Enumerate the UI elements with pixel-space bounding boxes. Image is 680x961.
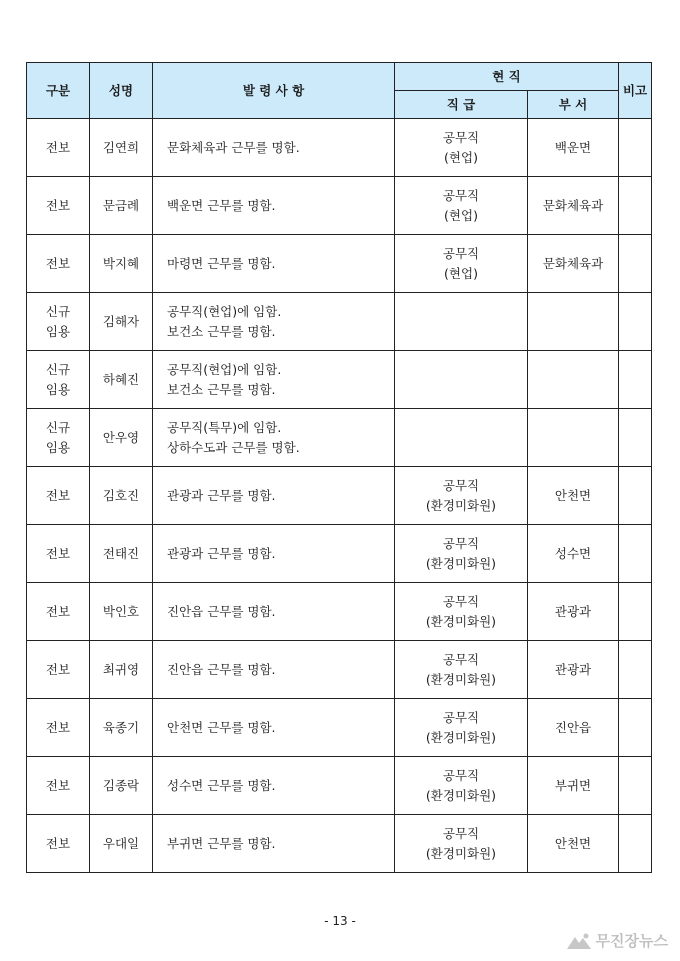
cell-grade (395, 351, 528, 409)
cell-grade (395, 757, 528, 815)
watermark (566, 930, 668, 951)
cell-name: 전태진 (90, 525, 153, 583)
table-row (27, 525, 652, 583)
header-action: 발 령 사 항 (153, 63, 395, 119)
cell-department: 부귀면 (528, 757, 619, 815)
cell-remarks (619, 583, 652, 641)
cell-action (153, 583, 395, 641)
header-current-position: 현 직 (395, 63, 619, 91)
cell-category (27, 409, 90, 467)
cell-category-line: 전보 (45, 603, 71, 619)
cell-grade (395, 583, 528, 641)
cell-department: 진안읍 (528, 699, 619, 757)
cell-grade-line: (현업) (444, 149, 478, 165)
cell-remarks (619, 641, 652, 699)
cell-action (153, 235, 395, 293)
header-category: 구분 (27, 63, 90, 119)
cell-category-line: 전보 (45, 661, 71, 677)
cell-category (27, 467, 90, 525)
table-row (27, 409, 652, 467)
cell-department (528, 293, 619, 351)
cell-department (528, 409, 619, 467)
cell-department: 성수면 (528, 525, 619, 583)
cell-grade-line: (환경미화원) (425, 845, 497, 861)
cell-grade (395, 235, 528, 293)
cell-name: 김연희 (90, 119, 153, 177)
table-row (27, 119, 652, 177)
cell-remarks (619, 351, 652, 409)
header-remarks: 비고 (619, 63, 652, 119)
cell-name: 김호진 (90, 467, 153, 525)
cell-remarks (619, 409, 652, 467)
cell-category-line: 전보 (45, 197, 71, 213)
cell-category-line: 전보 (45, 255, 71, 271)
table-row (27, 293, 652, 351)
cell-grade (395, 177, 528, 235)
cell-action-line: 보건소 근무를 명함. (167, 323, 276, 339)
cell-grade-line: (현업) (444, 265, 478, 281)
cell-grade (395, 815, 528, 873)
cell-grade-line: (환경미화원) (425, 497, 497, 513)
cell-remarks (619, 119, 652, 177)
cell-name: 우대일 (90, 815, 153, 873)
cell-remarks (619, 293, 652, 351)
cell-action (153, 699, 395, 757)
table-row (27, 699, 652, 757)
cell-action-line: 관광과 근무를 명함. (167, 487, 276, 503)
cell-remarks (619, 235, 652, 293)
cell-category (27, 757, 90, 815)
cell-action-line: 관광과 근무를 명함. (167, 545, 276, 561)
cell-category (27, 815, 90, 873)
cell-category (27, 293, 90, 351)
cell-action (153, 177, 395, 235)
cell-grade-line: 공무직 (442, 245, 480, 261)
cell-grade (395, 525, 528, 583)
cell-action (153, 641, 395, 699)
cell-grade (395, 467, 528, 525)
cell-grade-line: 공무직 (442, 709, 480, 725)
cell-grade-line: (환경미화원) (425, 729, 497, 745)
cell-action (153, 525, 395, 583)
cell-category (27, 699, 90, 757)
cell-category (27, 641, 90, 699)
cell-action-line: 안천면 근무를 명함. (167, 719, 276, 735)
cell-department: 관광과 (528, 583, 619, 641)
table-row (27, 177, 652, 235)
cell-category-line: 전보 (45, 719, 71, 735)
cell-department: 문화체육과 (528, 235, 619, 293)
watermark-text: 무진장뉴스 (595, 932, 668, 950)
cell-name: 김해자 (90, 293, 153, 351)
cell-grade (395, 293, 528, 351)
cell-grade-line: 공무직 (442, 187, 480, 203)
table-row (27, 757, 652, 815)
cell-action-line: 공무직(현업)에 임함. (167, 361, 282, 377)
cell-grade-line: 공무직 (442, 535, 480, 551)
cell-category-line: 전보 (45, 545, 71, 561)
mountain-logo-icon (566, 932, 592, 950)
table-row (27, 641, 652, 699)
cell-action (153, 467, 395, 525)
cell-department (528, 351, 619, 409)
cell-name: 안우영 (90, 409, 153, 467)
cell-name: 하혜진 (90, 351, 153, 409)
cell-grade-line: (환경미화원) (425, 555, 497, 571)
cell-department: 백운면 (528, 119, 619, 177)
cell-department: 관광과 (528, 641, 619, 699)
cell-department: 안천면 (528, 467, 619, 525)
cell-grade-line: 공무직 (442, 477, 480, 493)
cell-category-line: 전보 (45, 139, 71, 155)
table-header (27, 63, 652, 119)
cell-category-line: 임용 (45, 439, 71, 455)
cell-grade (395, 641, 528, 699)
cell-grade-line: 공무직 (442, 767, 480, 783)
cell-category-line: 신규 (45, 303, 71, 319)
cell-category (27, 177, 90, 235)
cell-action (153, 757, 395, 815)
cell-action-line: 공무직(특무)에 임함. (167, 419, 282, 435)
cell-action-line: 부귀면 근무를 명함. (167, 835, 276, 851)
cell-remarks (619, 177, 652, 235)
cell-category-line: 임용 (45, 323, 71, 339)
cell-name: 김종락 (90, 757, 153, 815)
cell-action (153, 815, 395, 873)
cell-remarks (619, 815, 652, 873)
header-department: 부 서 (528, 91, 619, 119)
cell-category (27, 119, 90, 177)
cell-category (27, 351, 90, 409)
cell-grade-line: 공무직 (442, 593, 480, 609)
table-row (27, 583, 652, 641)
cell-grade-line: (환경미화원) (425, 613, 497, 629)
cell-category (27, 525, 90, 583)
cell-grade-line: 공무직 (442, 129, 480, 145)
table-row (27, 467, 652, 525)
cell-category-line: 전보 (45, 487, 71, 503)
cell-remarks (619, 699, 652, 757)
table-row (27, 351, 652, 409)
cell-category (27, 235, 90, 293)
cell-action-line: 백운면 근무를 명함. (167, 197, 276, 213)
cell-action-line: 성수면 근무를 명함. (167, 777, 276, 793)
cell-category-line: 전보 (45, 777, 71, 793)
cell-remarks (619, 467, 652, 525)
cell-action-line: 공무직(현업)에 임함. (167, 303, 282, 319)
cell-department: 안천면 (528, 815, 619, 873)
cell-grade-line: 공무직 (442, 825, 480, 841)
cell-action-line: 진안읍 근무를 명함. (167, 661, 276, 677)
cell-name: 박지혜 (90, 235, 153, 293)
header-name: 성명 (90, 63, 153, 119)
table-row (27, 815, 652, 873)
cell-grade (395, 699, 528, 757)
cell-grade (395, 409, 528, 467)
cell-action (153, 409, 395, 467)
cell-category-line: 신규 (45, 361, 71, 377)
page-number: - 13 - (324, 914, 356, 928)
table-row (27, 235, 652, 293)
cell-department: 문화체육과 (528, 177, 619, 235)
cell-category-line: 신규 (45, 419, 71, 435)
cell-action (153, 119, 395, 177)
cell-action (153, 293, 395, 351)
cell-action-line: 문화체육과 근무를 명함. (167, 139, 300, 155)
cell-grade-line: (현업) (444, 207, 478, 223)
cell-action-line: 보건소 근무를 명함. (167, 381, 276, 397)
cell-name: 육종기 (90, 699, 153, 757)
cell-category (27, 583, 90, 641)
cell-grade (395, 119, 528, 177)
cell-name: 최귀영 (90, 641, 153, 699)
cell-remarks (619, 525, 652, 583)
cell-grade-line: (환경미화원) (425, 787, 497, 803)
appointment-table (26, 62, 652, 873)
cell-action-line: 상하수도과 근무를 명함. (167, 439, 300, 455)
cell-action-line: 진안읍 근무를 명함. (167, 603, 276, 619)
cell-category-line: 임용 (45, 381, 71, 397)
cell-grade-line: 공무직 (442, 651, 480, 667)
cell-name: 박인호 (90, 583, 153, 641)
table-body (27, 119, 652, 873)
cell-name: 문금례 (90, 177, 153, 235)
cell-category-line: 전보 (45, 835, 71, 851)
header-grade: 직 급 (395, 91, 528, 119)
cell-remarks (619, 757, 652, 815)
cell-action-line: 마령면 근무를 명함. (167, 255, 276, 271)
cell-grade-line: (환경미화원) (425, 671, 497, 687)
cell-action (153, 351, 395, 409)
